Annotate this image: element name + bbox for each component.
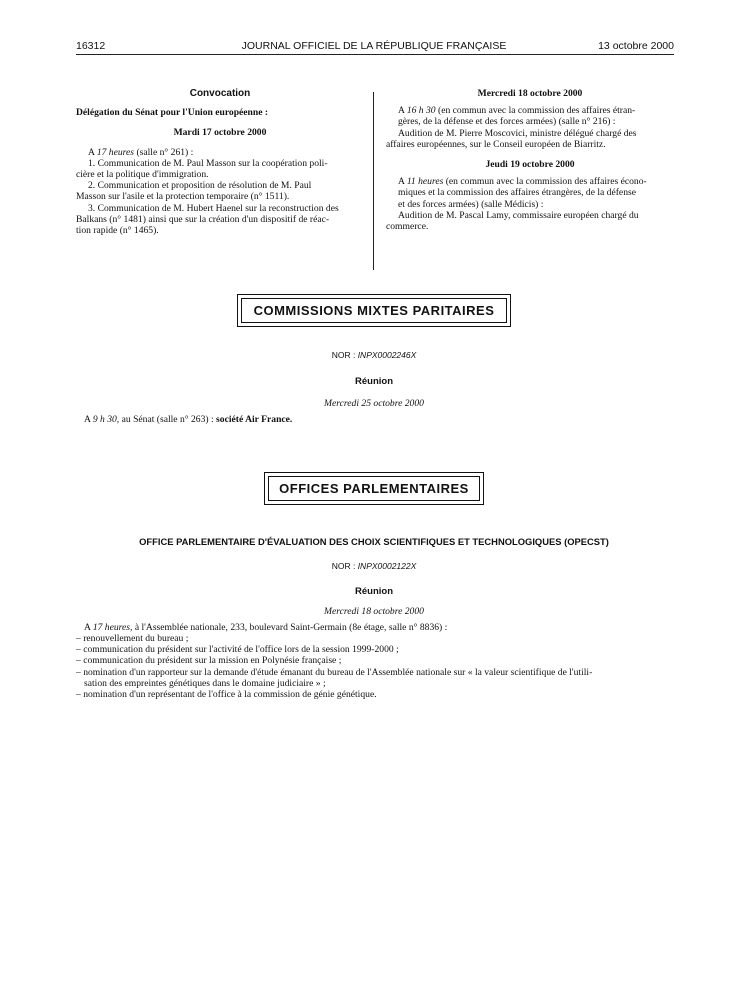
offices-box-outer	[264, 472, 484, 505]
offices-nor-code: INPX0002122X	[357, 561, 417, 571]
list-item: – nomination d'un représentant de l'office à la commission de génie génétique.	[76, 689, 377, 701]
item3-line2: Balkans (n° 1481) ainsi que sur la création d'un dispositif de réac-	[76, 213, 330, 225]
day2-line2: miques et la commission des affaires étrangères, de la défense	[398, 187, 636, 199]
day1-time-prefix: A	[398, 105, 405, 117]
cmp-line-mid: au Sénat (salle n° 263) :	[121, 414, 214, 425]
offices-nor-label: NOR :	[331, 561, 356, 571]
day2-time: 11 heures	[406, 176, 444, 188]
cmp-line-bold: société Air France.	[216, 414, 293, 425]
offices-reunion: Réunion	[355, 586, 393, 597]
item1-line2: cière et la politique d'immigration.	[76, 169, 209, 181]
time-line	[76, 147, 364, 158]
list-item: – communication du président sur la mission en Polynésie française ;	[76, 655, 342, 667]
offices-date: Mercredi 18 octobre 2000	[324, 606, 424, 617]
day2-audition-line2: commerce.	[386, 221, 429, 233]
day1-audition-line2: affaires européennes, sur le Conseil européen de Biarritz.	[386, 138, 606, 150]
issue-date: 13 octobre 2000	[598, 40, 674, 52]
delegation-heading: Délégation du Sénat pour l'Union européenne :	[76, 107, 269, 119]
list-item: – nomination d'un rapporteur sur la demande d'étude émanant du bureau de l'Assemblée nationale sur « la valeur scientifique de l'utili-	[76, 666, 593, 678]
cmp-date: Mercredi 25 octobre 2000	[324, 398, 424, 409]
list-item-continuation: sation des empreintes génétiques dans le domaine judiciaire » ;	[84, 677, 326, 689]
time-prefix: A	[88, 146, 95, 158]
cmp-box	[0, 294, 748, 327]
offices-line-time: 17 heures,	[92, 622, 133, 633]
column-separator	[373, 92, 374, 270]
day1-line2: gères, de la défense et des forces armées) (salle n° 216) :	[398, 116, 616, 128]
offices-session-line	[84, 622, 447, 633]
convocation-heading: Convocation	[189, 88, 251, 99]
page-number: 16312	[76, 40, 106, 52]
header-rule	[76, 54, 674, 55]
day2-time-prefix: A	[398, 176, 405, 188]
offices-box	[0, 472, 748, 505]
item1-line1: 1. Communication de M. Paul Masson sur la coopération poli-	[88, 157, 328, 169]
day1-time-rest: (en commun avec la commission des affaires étran-	[438, 105, 636, 117]
day2-time-line	[386, 176, 674, 187]
day1-time: 16 h 30	[406, 105, 436, 117]
cmp-nor	[0, 350, 748, 360]
day2-audition-line1: Audition de M. Pascal Lamy, commissaire européen chargé du	[398, 209, 639, 221]
item2-line2: Masson sur l'asile et la protection temporaire (n° 1511).	[76, 191, 290, 203]
cmp-session-line	[84, 414, 292, 425]
offices-nor	[0, 561, 748, 571]
cmp-box-title: COMMISSIONS MIXTES PARITAIRES	[241, 298, 508, 323]
item3-line3: tion rapide (n° 1465).	[76, 225, 159, 237]
day-title: Mardi 17 octobre 2000	[173, 127, 267, 139]
offices-line-rest: à l'Assemblée nationale, 233, boulevard Saint-Germain (8e étage, salle n° 8836) :	[134, 622, 448, 633]
offices-line-prefix: A	[84, 622, 91, 633]
cmp-nor-label: NOR :	[331, 350, 356, 360]
item2-line1: 2. Communication et proposition de résolution de M. Paul	[88, 180, 312, 192]
day1-title: Mercredi 18 octobre 2000	[477, 88, 583, 99]
item3-line1: 3. Communication de M. Hubert Haenel sur la reconstruction des	[88, 202, 339, 214]
time-rest: (salle n° 261) :	[136, 146, 194, 158]
list-item: – communication du président sur l'activité de l'office lors de la session 1999-2000 ;	[76, 644, 399, 656]
cmp-box-outer	[237, 294, 512, 327]
cmp-reunion: Réunion	[355, 376, 393, 387]
offices-box-title: OFFICES PARLEMENTAIRES	[268, 476, 480, 501]
offices-agenda-list	[76, 633, 676, 700]
right-column	[386, 88, 674, 232]
day2-line3: et des forces armées) (salle Médicis) :	[398, 198, 544, 210]
list-item: – renouvellement du bureau ;	[76, 633, 189, 644]
day2-time-rest: (en commun avec la commission des affaires écono-	[445, 176, 647, 188]
journal-title: JOURNAL OFFICIEL DE LA RÉPUBLIQUE FRANÇAISE	[241, 40, 507, 52]
left-column	[76, 88, 364, 236]
day1-audition-line1: Audition de M. Pierre Moscovici, ministre délégué chargé des	[398, 127, 637, 139]
office-title: OFFICE PARLEMENTAIRE D'ÉVALUATION DES CHOIX SCIENTIFIQUES ET TECHNOLOGIQUES (OPECST)	[139, 536, 609, 547]
cmp-nor-code: INPX0002246X	[357, 350, 417, 360]
cmp-line-time: 9 h 30,	[92, 414, 120, 425]
day2-title: Jeudi 19 octobre 2000	[485, 159, 575, 171]
time-value: 17 heures	[96, 146, 135, 158]
day1-time-line	[386, 105, 674, 116]
cmp-line-prefix: A	[84, 414, 91, 425]
